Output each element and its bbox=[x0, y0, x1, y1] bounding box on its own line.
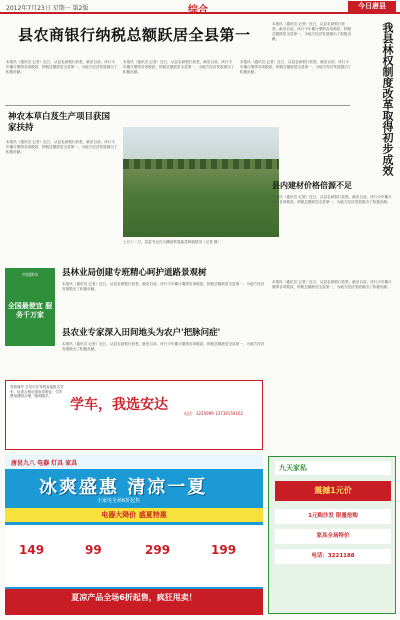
appliance-ad[interactable] bbox=[5, 455, 263, 615]
appliance-sub: 小家电全场6折起售 bbox=[97, 498, 141, 504]
mid-story2-body: 本报讯（通讯员 记者）近日，从县农商银行获悉，截至目前，该行今年累计缴纳各项税款，纳税总额跃居全县第一，为地方经济发展做出了积极贡献。 bbox=[62, 342, 265, 351]
mobile-slogan: 全国最便宜 服务千万家 bbox=[7, 302, 53, 319]
right-story-body: 本报讯（通讯员 记者）近日，从县农商银行获悉，截至目前，该行今年累计缴纳各项税款，纳税总额跃居全县第一，为地方经济发展做出了积极贡献。 bbox=[272, 22, 352, 41]
furniture-brand: 九天家私 bbox=[275, 461, 391, 475]
lead-body-mid: 本报讯（通讯员 记者）近日，从县农商银行获悉，截至目前，该行今年累计缴纳各项税款，纳税总额跃居全县第一，为地方经济发展做出了积极贡献。 bbox=[123, 60, 235, 74]
price-tag: 299 bbox=[145, 543, 171, 557]
appliance-bottom-banner: 夏凉产品全场6折起售，疯狂甩卖！ bbox=[5, 589, 263, 615]
right-story2-title: 县内建材价格倍源不足 bbox=[272, 181, 352, 190]
left-story-body: 本报讯（通讯员 记者）近日，从县农商银行获悉，截至目前，该行今年累计缴纳各项税款，纳税总额跃居全县第一，为地方经济发展做出了积极贡献。 bbox=[6, 140, 118, 154]
photo-caption: 七月十二日，县委书记在大棚前察看蔬菜种植情况（记者 摄） bbox=[123, 240, 222, 244]
price-tag: 99 bbox=[85, 543, 102, 557]
mid-story1-title: 县林业局创建专班精心呵护道路景观树 bbox=[62, 268, 207, 278]
furniture-line: 家具全场特价 bbox=[275, 529, 391, 544]
vertical-headline: 我县林权制度改革取得初步成效 bbox=[381, 22, 394, 176]
price-tag: 149 bbox=[19, 543, 45, 557]
furniture-line: 1元购沙发 限量抢购 bbox=[275, 509, 391, 524]
appliance-slogan: 冰爽盛惠 清凉一夏 bbox=[39, 477, 208, 498]
driving-school-ad[interactable] bbox=[5, 380, 263, 450]
right-story2-body: 本报讯（通讯员 记者）近日，从县农商银行获悉，截至目前，该行今年累计缴纳各项税款，纳税总额跃居全县第一，为地方经济发展做出了积极贡献。 bbox=[272, 195, 392, 204]
price-tag: 199 bbox=[211, 543, 237, 557]
school-intro: 驾校简介 学员可在驾校直接报名学车，培训合格后领取驾驶证，学车费用透明合理，随到随学。 bbox=[10, 385, 64, 399]
school-phone: 电话：3225999 13739159162 bbox=[184, 411, 244, 416]
mobile-ad[interactable] bbox=[5, 268, 55, 346]
tree-line bbox=[123, 159, 279, 169]
appliance-brand: 唐县九八 电器 灯具 家具 bbox=[5, 455, 263, 469]
paper-logo: 今日唐县 bbox=[348, 1, 396, 12]
farm-photo bbox=[123, 127, 279, 237]
mid-story2-title: 县农业专家深入田间地头为农户'把脉问症' bbox=[62, 328, 221, 338]
lead-body-left: 本报讯（通讯员 记者）近日，从县农商银行获悉，截至目前，该行今年累计缴纳各项税款，纳税总额跃居全县第一，为地方经济发展做出了积极贡献。 bbox=[6, 60, 118, 74]
issue-date: 2012年7月23日 星期一 第2版 bbox=[6, 5, 89, 12]
mobile-brand: 中国移动 bbox=[22, 272, 38, 277]
price-row bbox=[5, 525, 263, 587]
page-header bbox=[0, 0, 400, 14]
mid-story1-body: 本报讯（通讯员 记者）近日，从县农商银行获悉，截至目前，该行今年累计缴纳各项税款，纳税总额跃居全县第一，为地方经济发展做出了积极贡献。 bbox=[62, 282, 265, 291]
lead-headline: 县农商银行纳税总额跃居全县第一 bbox=[18, 26, 251, 44]
lead-body-right: 本报讯（通讯员 记者）近日，从县农商银行获悉，截至目前，该行今年累计缴纳各项税款，纳税总额跃居全县第一，为地方经济发展做出了积极贡献。 bbox=[240, 60, 352, 74]
school-slogan: 学车，我选安达 bbox=[70, 397, 168, 413]
furniture-ad[interactable] bbox=[268, 456, 396, 614]
furniture-deal: 震撼1元价 bbox=[275, 481, 391, 501]
furniture-line: 电话：3221188 bbox=[275, 549, 391, 564]
appliance-strip: 电器大降价 盛夏特惠 bbox=[5, 508, 263, 522]
right-story3-body: 本报讯（通讯员 记者）近日，从县农商银行获悉，截至目前，该行今年累计缴纳各项税款，纳税总额跃居全县第一，为地方经济发展做出了积极贡献。 bbox=[272, 280, 392, 289]
section-title: 综合 bbox=[188, 5, 208, 16]
left-story-title: 神农本草白芨生产项目获国家扶持 bbox=[8, 112, 111, 133]
